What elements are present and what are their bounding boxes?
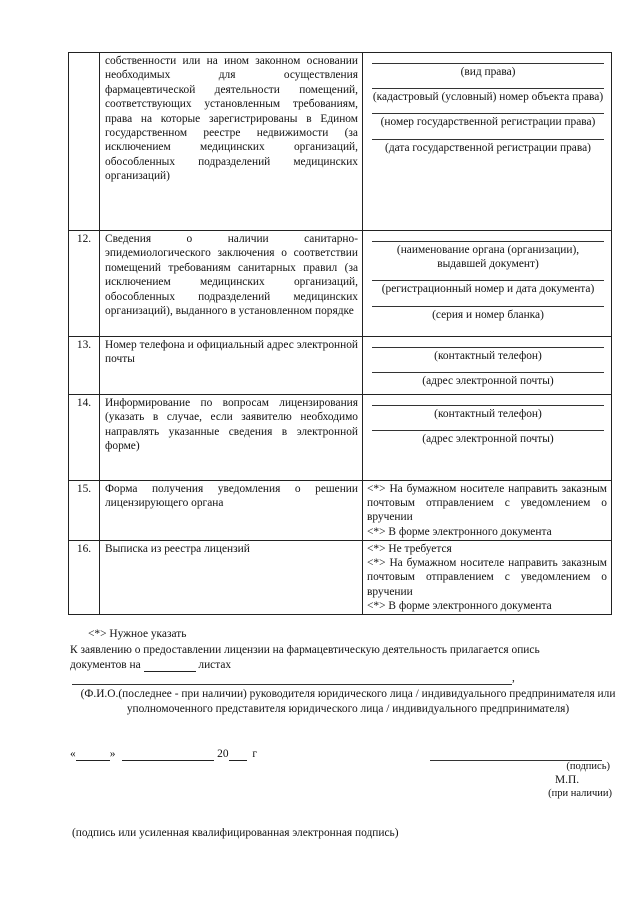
option-electronic-extract[interactable]: <*> В форме электронного документа [367,599,552,612]
row-number [69,53,100,231]
form-table [68,52,612,615]
row-description: Сведения о наличии санитарно-эпидемиологического заключения о соответствии помещений требованиям санитарных правил (за исключением медицинских организаций, обособленных подразделений медицинских организаций), выданного в установленном порядке [105,233,358,318]
field-document-number-date[interactable]: (регистрационный номер и дата документа) [372,280,604,296]
option-electronic-notification[interactable]: <*> В форме электронного документа [367,525,552,538]
field-registration-date[interactable]: (дата государственной регистрации права) [372,139,604,155]
month-field[interactable] [122,748,214,761]
row-description: Номер телефона и официальный адрес электронной почты [105,339,358,366]
table-row [69,337,612,395]
signature-caption: (подпись) [566,761,610,772]
field-right-type[interactable]: (вид права) [372,63,604,79]
field-cadastral-number[interactable]: (кадастровый (условный) номер объекта права) [372,88,604,104]
row-number: 15. [69,481,100,541]
table-row [69,395,612,481]
option-paper-extract[interactable]: <*> На бумажном носителе направить заказным почтовым отправлением с уведомлением о вручении [367,557,607,598]
table-row [69,481,612,541]
row-number: 12. [69,231,100,337]
year-field[interactable] [229,748,247,761]
field-issuing-authority[interactable]: (наименование органа (организации), выдавшей документ) [372,241,604,271]
fio-caption: (Ф.И.О.(последнее - при наличии) руководителя юридического лица / индивидуального предпринимателя или уполномоченного представителя юридического лица / индивидуального предпринимателя) [80,688,616,715]
row-description: Форма получения уведомления о решении лицензирующего органа [105,483,358,510]
inventory-sheets: документов на листах [70,659,232,671]
field-registration-number[interactable]: (номер государственной регистрации права) [372,113,604,129]
row-description: Информирование по вопросам лицензирования (указать в случае, если заявителю необходимо направлять указанные сведения в электронной форме) [105,397,358,453]
table-row [69,53,612,231]
option-paper-notification[interactable]: <*> На бумажном носителе направить заказным почтовым отправлением с уведомлением о вручении [367,483,607,524]
application-form-page: собственности или на ином законном основании необходимых для осуществления фармацевтической деятельности помещений, соответствующих установленным требованиям, права на которые зарегистрированы в Едином государственном реестре недвижимости (за исключением медицинских организаций, обособленных подразделений медицинских организаций) (вид права) (кадастровый (условный) номер объекта права) (номер государственной регистрации права) (дата государственной регистрации права) 12. Сведения о наличии санитарно-эпидемиологического заключения о соответствии помещений требованиям санитарных правил (за исключением медицинских организаций, обособленных подразделений медицинских организаций), выданного в установленном порядке (наименование органа (организации), выдавшей документ) (регистрационный номер и дата документа) (серия и номер бланка) 13. Номер телефона и официальный адрес электронной почты (контактный телефон) (адрес электронной почты) 14. Информирование по вопросам лицензирования (указать в случае, если заявителю необходимо направлять указанные сведения в электронной форме) (контактный телефон) (адрес электронной почты) 15. Форма получения уведомления о решении лицензирующего органа <*> На бумажном носителе направить заказным почтовым отправлением с уведомлением о вручении <*> В форме электронного документа 16. Выписка из реестра лицензий <*> Не требуется <*> На бумажном носителе направить заказным почтовым отправлением с уведомлением о вручении <*> В форме электронного документа <*> Нужное указать К заявлению о предоставлении лицензии на фармацевтическую деятельность прилагается опись документов на листах , (Ф.И.О.(последнее - при наличии) руководителя юридического лица / индивидуального предпринимателя или уполномоченного представителя юридического лица / индивидуального предпринимателя) « » 20 г (подпись) М.П. (при наличии) (подпись или усиленная квалифицированная электронная подпись) [0,0,640,905]
field-contact-phone[interactable]: (контактный телефон) [372,347,604,363]
inventory-statement: К заявлению о предоставлении лицензии на фармацевтическую деятельность прилагается опись [70,644,540,656]
footnote: <*> Нужное указать [88,628,187,640]
date-field[interactable]: « » 20 г [70,748,258,760]
option-not-required[interactable]: <*> Не требуется [367,543,452,555]
field-info-contact-phone[interactable]: (контактный телефон) [372,405,604,421]
row-description: собственности или на ином законном основании необходимых для осуществления фармацевтической деятельности помещений, соответствующих установленным требованиям, права на которые зарегистрированы в Едином государственном реестре недвижимости (за исключением медицинских организаций, обособленных подразделений медицинских организаций) [105,55,358,183]
sheets-count-field[interactable] [144,659,196,672]
field-form-series-number[interactable]: (серия и номер бланка) [372,306,604,322]
day-field[interactable] [76,748,110,761]
field-info-email[interactable]: (адрес электронной почты) [372,430,604,446]
table-row [69,541,612,615]
row-number: 13. [69,337,100,395]
fio-field[interactable] [72,684,512,685]
electronic-signature-caption: (подпись или усиленная квалифицированная электронная подпись) [72,827,399,839]
table-row [69,231,612,337]
row-number: 14. [69,395,100,481]
stamp-label: М.П. [555,774,580,786]
stamp-caption: (при наличии) [548,788,612,799]
row-number: 16. [69,541,100,615]
field-email[interactable]: (адрес электронной почты) [372,372,604,388]
row-description: Выписка из реестра лицензий [105,543,250,555]
